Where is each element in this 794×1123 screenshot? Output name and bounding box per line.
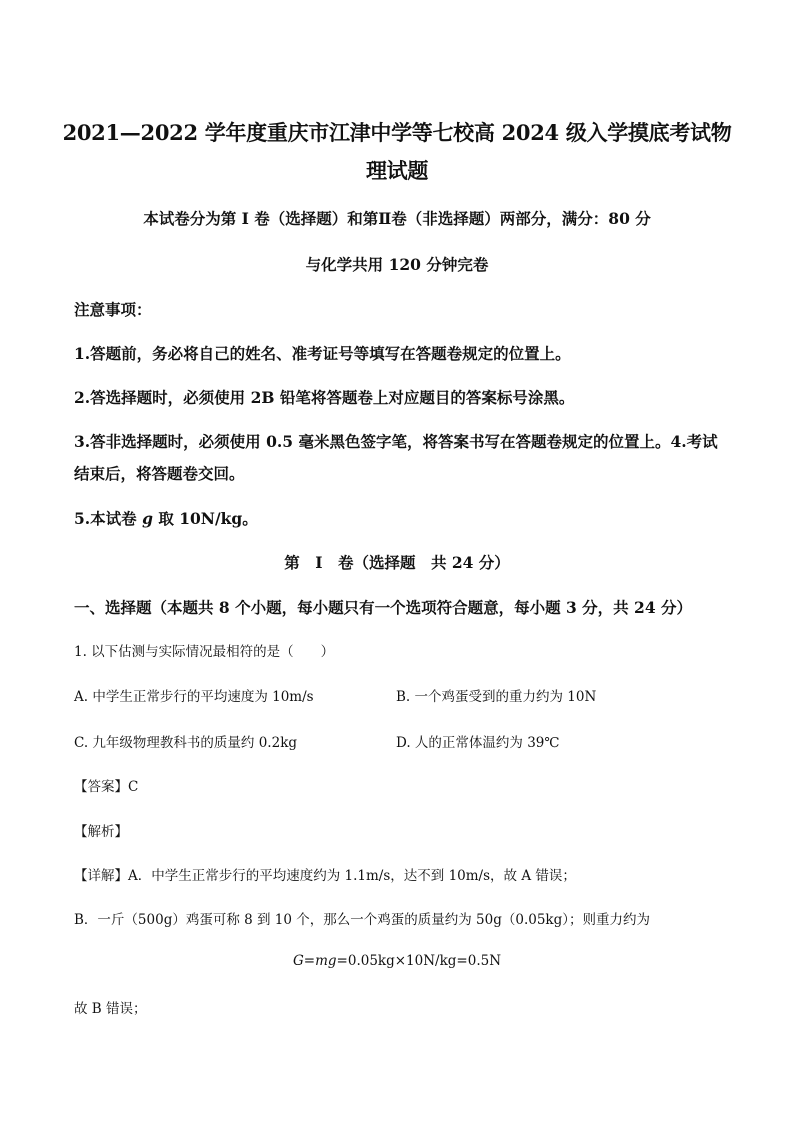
- document-title-line1: 2021—2022 学年度重庆市江津中学等七校高 2024 级入学摸底考试物: [62, 120, 732, 145]
- question-1-option-b: B. 一个鸡蛋受到的重力约为 10N: [396, 689, 597, 705]
- question-1-option-d: D. 人的正常体温约为 39℃: [396, 735, 560, 751]
- formula-gg: g: [327, 953, 337, 969]
- note-item-3-line1: 3.答非选择题时，必须使用 0.5 毫米黑色签字笔，将答案书写在答题卷规定的位置上。4.考试: [74, 432, 718, 451]
- question-1-option-a: A. 中学生正常步行的平均速度为 10m/s: [74, 689, 314, 705]
- note-item-5-post: 取 10N/kg。: [152, 509, 258, 528]
- time-note: 与化学共用 120 分钟完卷: [305, 255, 489, 274]
- formula-rest: =0.05kg×10N/kg=0.5N: [336, 953, 502, 969]
- section-heading: 第 I 卷（选择题 共 24 分）: [284, 553, 510, 572]
- question-1-option-c: C. 九年级物理教科书的质量约 0.2kg: [74, 735, 298, 751]
- formula-m: m: [315, 953, 328, 969]
- detail-line-a: [74, 864, 576, 884]
- note-item-5-pre: 5.本试卷: [74, 509, 143, 528]
- detail-a-text: A．中学生正常步行的平均速度约为 1.1m/s，达不到 10m/s，故 A 错误；: [128, 868, 576, 884]
- part-one-heading: 一、选择题（本题共 8 个小题，每小题只有一个选项符合题意，每小题 3 分，共 24 分）: [74, 598, 693, 617]
- detail-line-b: B．一斤（500g）鸡蛋可称 8 到 10 个，那么一个鸡蛋的质量约为 50g（0.05kg）；则重力约为: [74, 912, 651, 928]
- note-item-5-var: g: [142, 509, 153, 528]
- gravity-formula: [0, 953, 794, 969]
- note-item-5: [74, 507, 258, 529]
- note-item-2: 2.答选择题时，必须使用 2B 铅笔将答题卷上对应题目的答案标号涂黑。: [74, 388, 575, 407]
- analysis-label: 【解析】: [74, 824, 128, 840]
- paper-description: 本试卷分为第 I 卷（选择题）和第Ⅱ卷（非选择题）两部分，满分：80 分: [143, 209, 651, 228]
- note-item-1: 1.答题前，务必将自己的姓名、准考证号等填写在答题卷规定的位置上。: [74, 344, 571, 363]
- notes-heading: 注意事项：: [74, 300, 152, 319]
- document-title-line2: 理试题: [365, 158, 429, 183]
- formula-g: G: [292, 953, 304, 969]
- answer-label: 【答案】: [74, 779, 128, 795]
- note-item-3-line2: 结束后，将答题卷交回。: [74, 464, 245, 483]
- answer-line: [74, 775, 138, 795]
- detail-label: 【详解】: [74, 868, 128, 884]
- formula-eq: =: [303, 953, 316, 969]
- answer-value: C: [128, 779, 139, 795]
- detail-b-conclusion: 故 B 错误；: [74, 1001, 147, 1017]
- question-1-stem: 1. 以下估测与实际情况最相符的是（ ）: [74, 644, 335, 660]
